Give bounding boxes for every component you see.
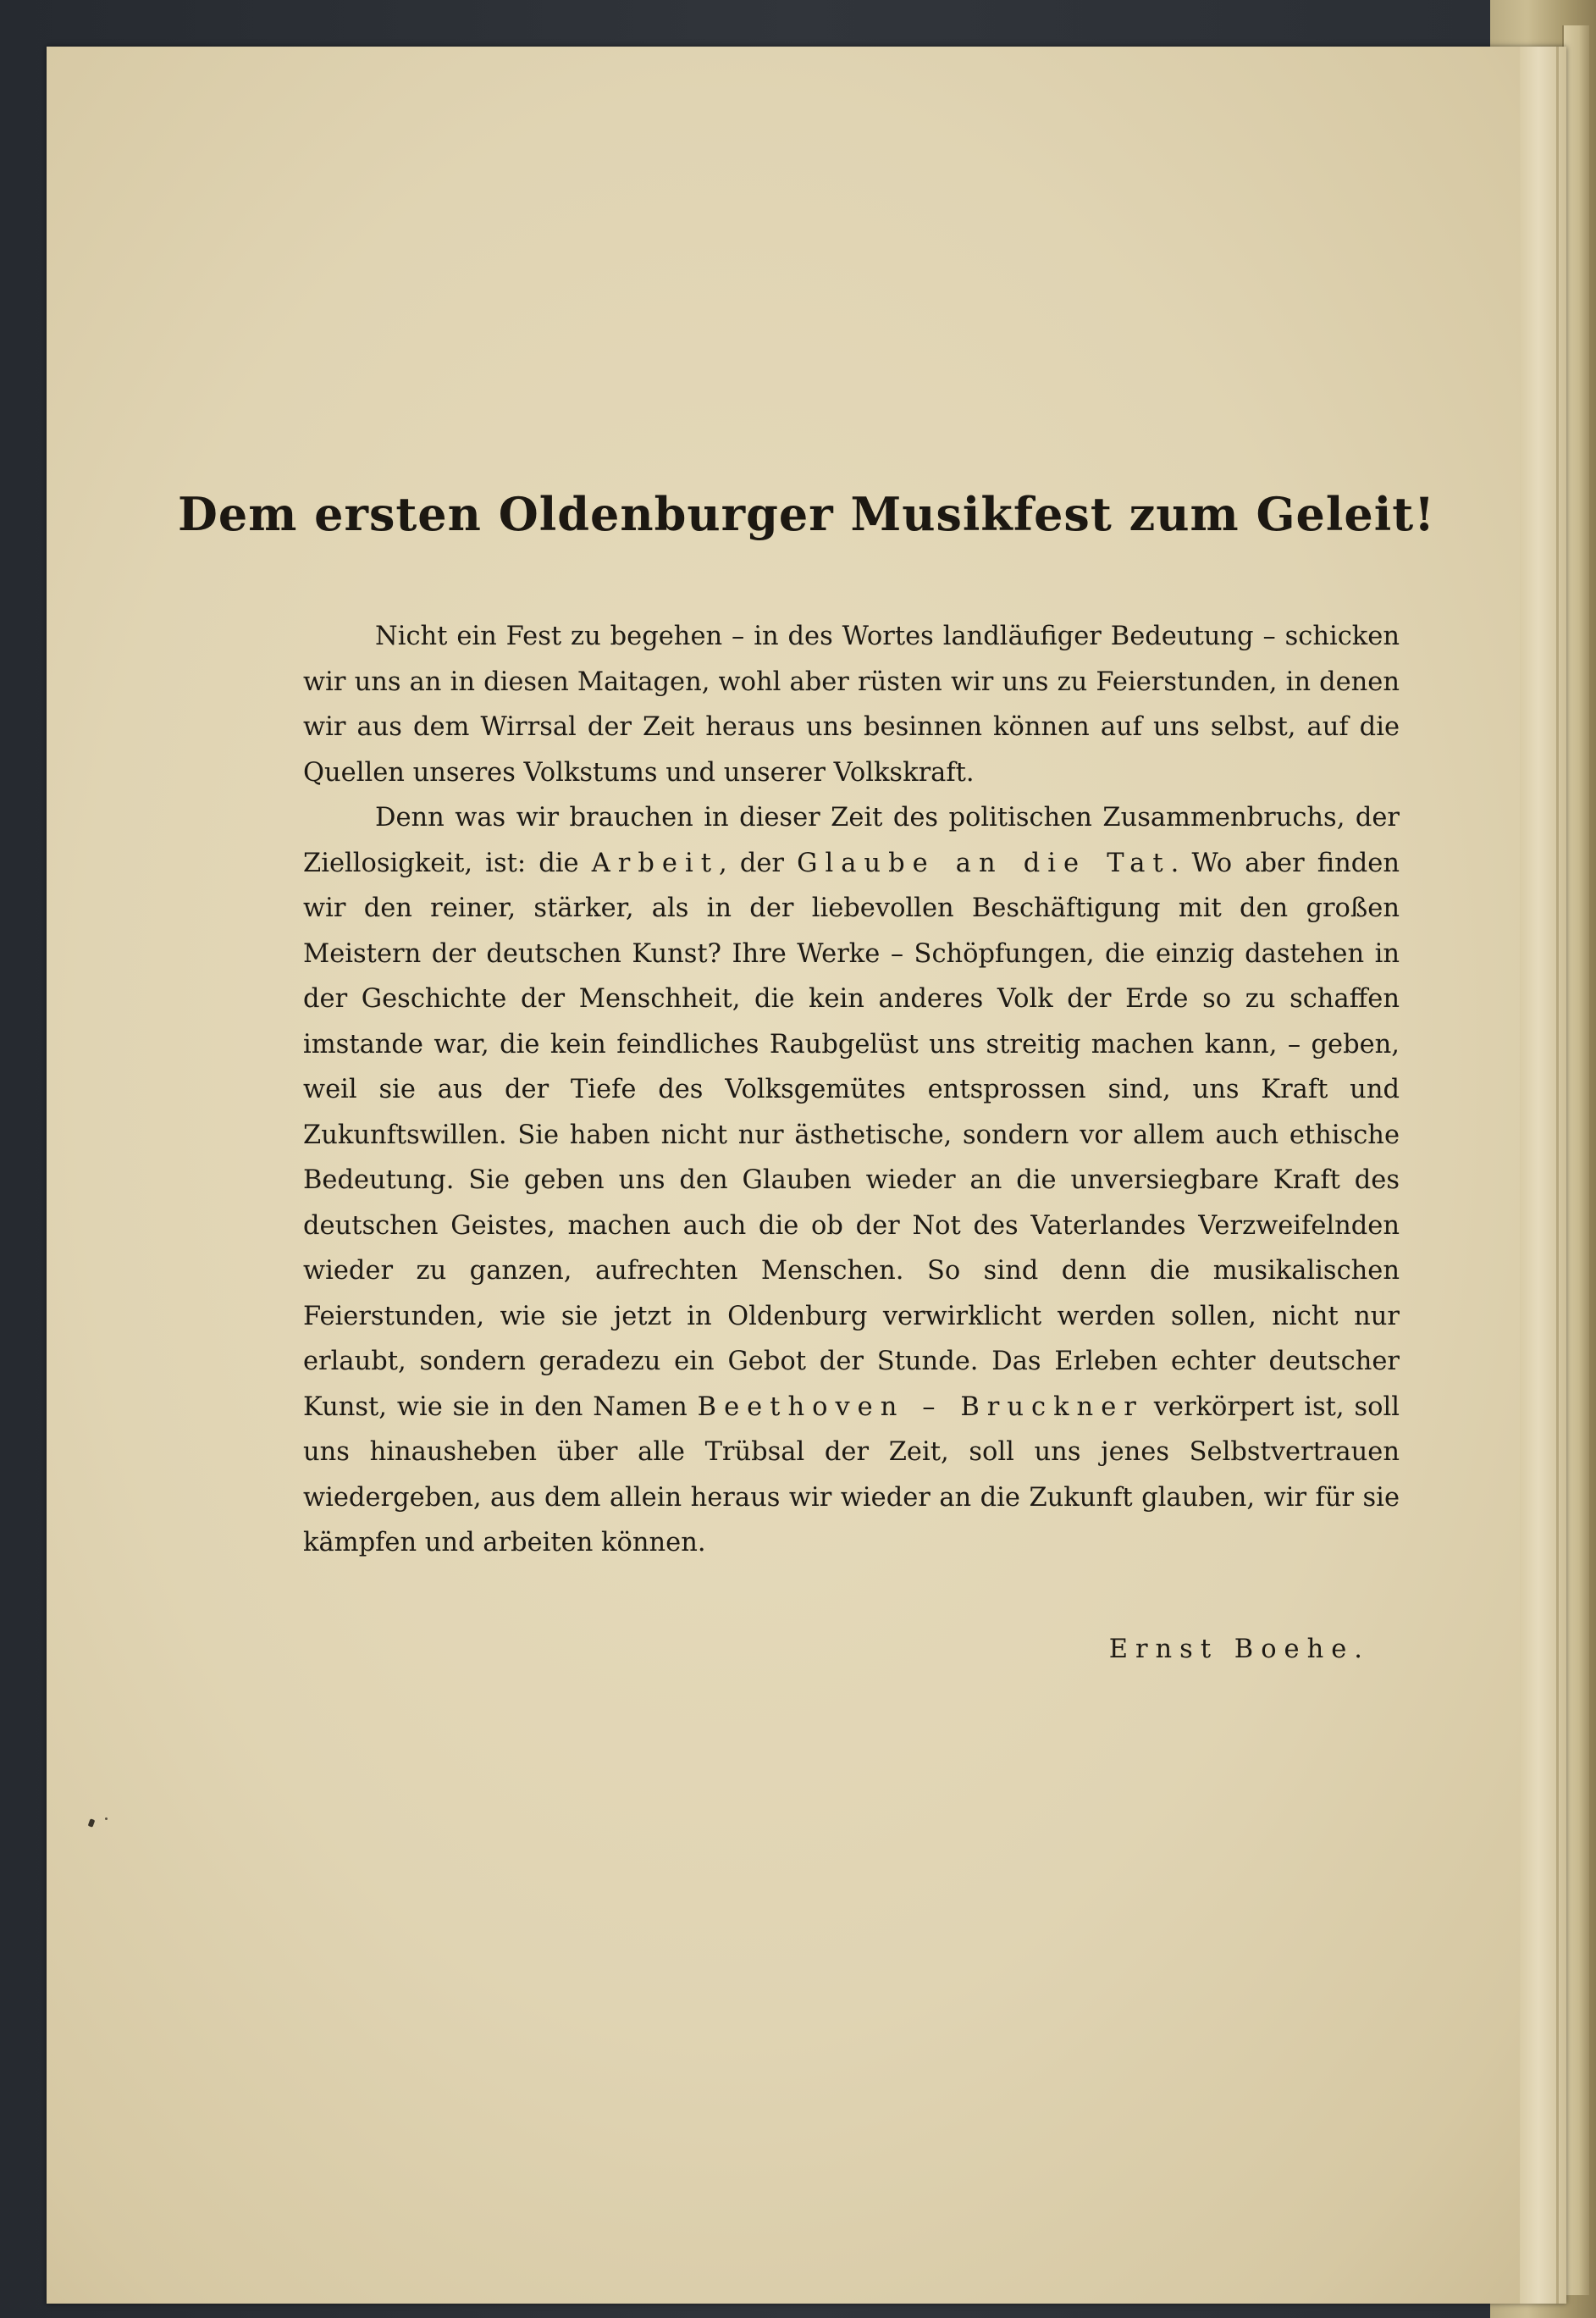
text-run: . Wo aber finden wir den reiner, stärker, als in der liebevollen Beschäftigung mit den großen Meistern der deutschen Kunst? Ihre Werke – Schöpfungen, die einzig dastehen in der Geschichte der Menschheit, die kein anderes Volk der Erde so zu schaffen imstande war, die kein feindliches Raubgelüst uns streitig machen kann, – geben, weil sie aus der Tiefe des Volksgemütes entsprossen sind, uns Kraft und Zukunftswillen. Sie haben nicht nur ästhetische, sondern vor allem auch ethische Bedeutung. Sie geben uns den Glauben wieder an die unversiegbare Kraft des deutschen Geistes, machen auch die ob der Not des Vaterlandes Verzweifelnden wieder zu ganzen, aufrechten Menschen. So sind denn die musikalischen Feierstunden, wie sie jetzt in Oldenburg verwirklicht werden sollen, nicht nur erlaubt, sondern geradezu ein Gebot der Stunde. Das Erleben echter deutscher Kunst, wie sie in den Namen <box>303 848 1400 1422</box>
signature: Ernst Boehe. <box>1108 1635 1370 1664</box>
paragraph <box>303 614 1400 795</box>
paragraph <box>303 795 1400 1566</box>
page-fold <box>1520 47 1566 2304</box>
text-run: , der <box>718 848 798 878</box>
body-text <box>303 614 1400 1566</box>
spaced-emphasis: Arbeit <box>591 848 719 878</box>
text-run: Denn was wir brauchen in dieser Zeit des politischen Zusammenbruchs, der Ziellosigkeit, ist: die <box>303 803 1400 878</box>
paper-speck <box>105 1817 108 1820</box>
spaced-emphasis: Glaube an die Tat <box>797 848 1171 878</box>
spaced-emphasis: Beethoven – Bruckner <box>697 1391 1144 1422</box>
text-run: verkörpert ist, soll uns hinausheben über alle Trübsal der Zeit, soll uns jenes Selbstvertrauen wiedergeben, aus dem allein heraus wir wieder an die Zukunft glauben, wir für sie kämpfen und arbeiten können. <box>303 1391 1400 1557</box>
page-fold-line <box>1556 47 1559 2304</box>
text-run: Nicht ein Fest zu begehen – in des Wortes landläufiger Bedeutung – schicken wir uns an in diesen Maitagen, wohl aber rüsten wir uns zu Feierstunden, in denen wir aus dem Wirrsal der Zeit heraus uns besinnen können auf uns selbst, auf die Quellen unseres Volkstums und unserer Volkskraft. <box>303 622 1400 788</box>
page-title: Dem ersten Oldenburger Musikfest zum Geleit! <box>178 487 1435 541</box>
